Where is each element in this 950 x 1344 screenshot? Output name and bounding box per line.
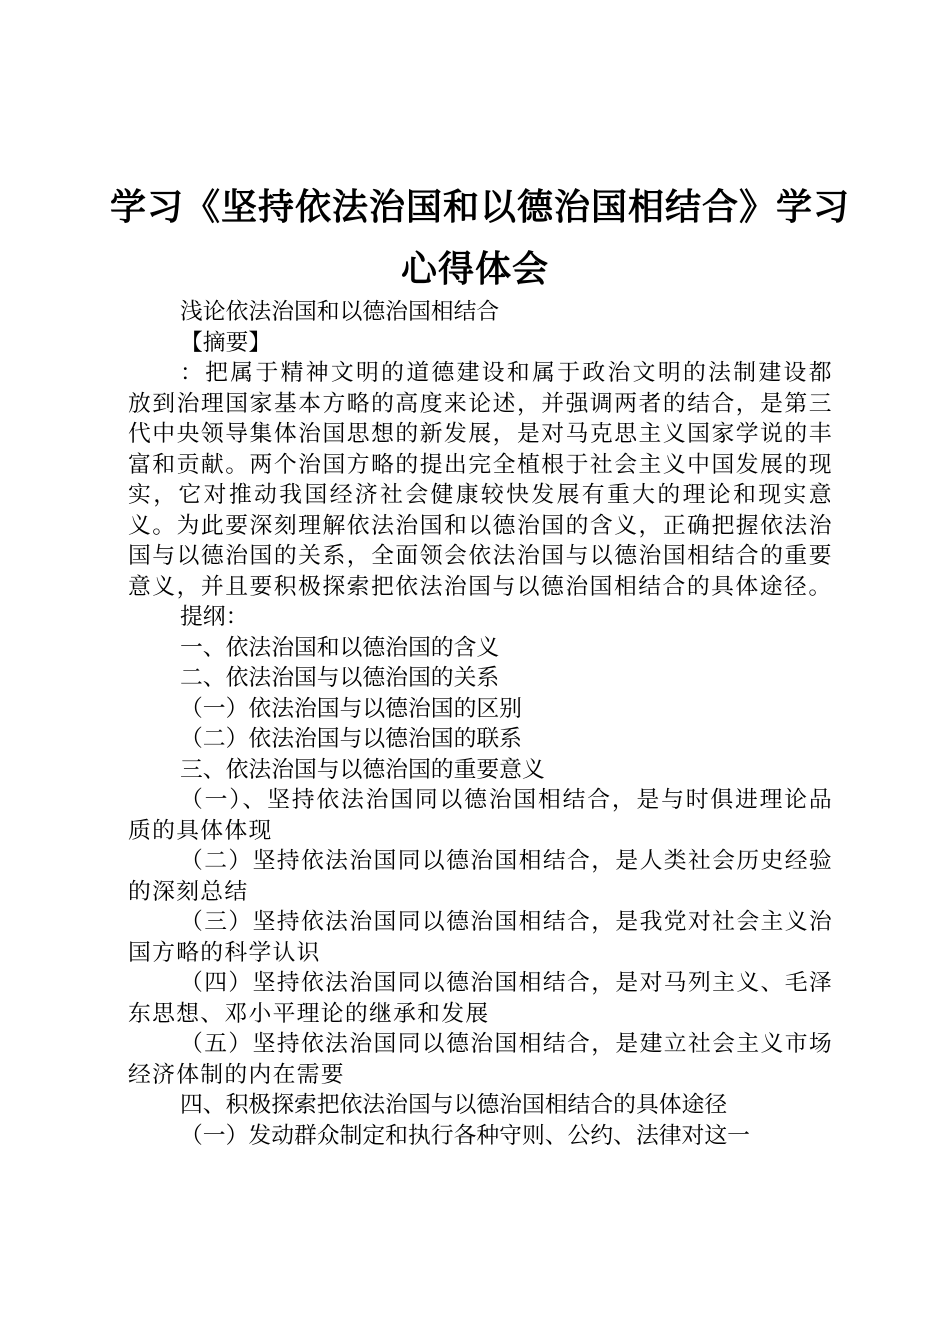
outline-item: 二、依法治国与以德治国的关系 (180, 665, 500, 691)
abstract-paragraph: ：把属于精神文明的道德建设和属于政治文明的法制建设都放到治理国家基本方略的高度来论述，并强调两者的结合，是第三代中央领导集体治国思想的新发展，是对马克思主义国家学说的丰富和贡献。两个治国方略的提出完全植根于社会主义中国发展的现实，它对推动我国经济社会健康较快发展有重大的理论和现实意义。为此要深刻理解依法治国和以德治国的含义，正确把握依法治国与以德治国的关系，全面领会依法治国与以德治国相结合的重要意义，并且要积极探索把依法治国与以德治国相结合的具体途径。 (128, 360, 833, 600)
outline-item: 三、依法治国与以德治国的重要意义 (180, 756, 545, 783)
subtitle: 浅论依法治国和以德治国相结合 (180, 299, 500, 325)
outline-item: 一、依法治国和以德治国的含义 (180, 634, 500, 661)
outline-item: （二）坚持依法治国同以德治国相结合，是人类社会历史经验的深刻总结 (128, 848, 833, 905)
outline-label: 提纲： (180, 604, 249, 630)
outline-item: （五）坚持依法治国同以德治国相结合，是建立社会主义市场经济体制的内在需要 (128, 1031, 833, 1088)
outline-item: 四、积极探索把依法治国与以德治国相结合的具体途径 (180, 1092, 728, 1118)
document-title-line-2: 心得体会 (400, 249, 549, 290)
outline-item: （三）坚持依法治国同以德治国相结合，是我党对社会主义治国方略的科学认识 (128, 909, 833, 966)
outline-item: （一）发动群众制定和执行各种守则、公约、法律对这一 (180, 1122, 750, 1149)
document-title-line-1: 学习《坚持依法治国和以德治国相结合》学习 (110, 187, 851, 228)
outline-item: （二）依法治国与以德治国的联系 (180, 726, 522, 752)
document-body (128, 297, 833, 1151)
outline-item: （一）、坚持依法治国同以德治国相结合，是与时俱进理论品质的具体体现 (128, 787, 833, 844)
outline-item: （一）依法治国与以德治国的区别 (180, 695, 522, 722)
outline-item: （四）坚持依法治国同以德治国相结合，是对马列主义、毛泽东思想、邓小平理论的继承和发展 (128, 970, 833, 1027)
abstract-label: 【摘要】 (180, 329, 272, 356)
